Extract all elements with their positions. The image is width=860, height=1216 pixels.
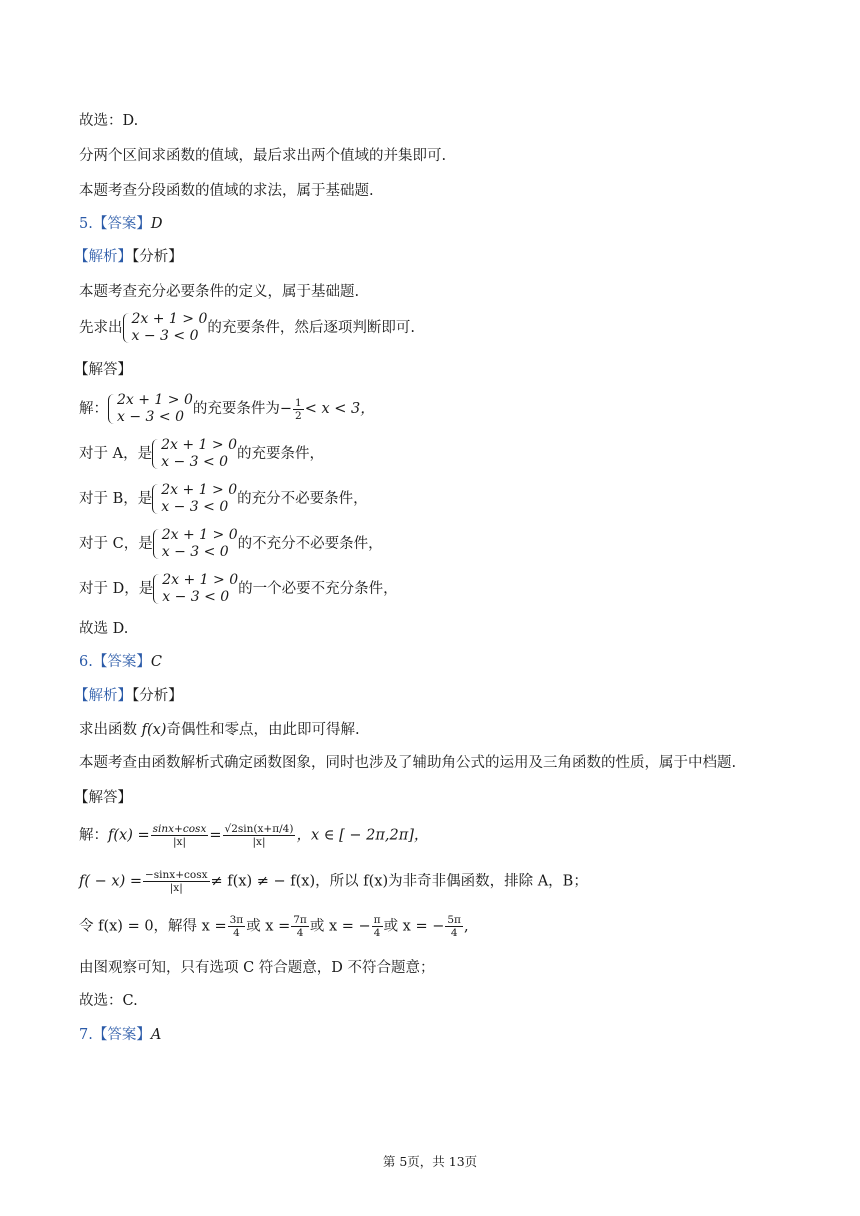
- q5-analysis-line-1: 本题考查充分必要条件的定义，属于基础题.: [79, 284, 360, 300]
- q6-s3-or2: 或 x = −: [309, 918, 371, 935]
- q5-answer-heading: [79, 214, 162, 234]
- q6-solution-heading: 【解答】: [74, 790, 132, 806]
- q5-opt-b-pre: 对于 B，是: [79, 491, 153, 507]
- q6-s1-pre: 解：: [79, 827, 108, 844]
- q5-opt-a-post: 的充要条件，: [236, 446, 324, 462]
- page-footer: 第 5页，共 13页: [382, 1154, 478, 1169]
- q6-s3-or1: 或 x =: [246, 918, 291, 935]
- half-fraction: $\frac{1}{2}$: [295, 396, 302, 422]
- q6-analysis-line-1: [79, 720, 360, 740]
- q5-opt-a-pre: 对于 A，是: [79, 446, 153, 462]
- q6-a1-post: 奇偶性和零点，由此即可得解.: [166, 722, 360, 738]
- q6-frac-3: $\frac{-\sin x+\cos x}{|x|}$: [144, 869, 208, 894]
- q6-answer-value: C: [150, 654, 162, 670]
- q5-fenxi-tag: 【分析】: [132, 249, 183, 265]
- q5-number: 5.: [79, 216, 93, 232]
- inequality-system: 2x + 1 > 0 x − 3 < 0: [152, 482, 237, 516]
- q6-frac-pi4: $\frac{\pi}{4}$: [373, 914, 381, 939]
- q6-frac-5pi4: $\frac{5\pi}{4}$: [447, 914, 461, 939]
- q5-answer-tag: 【答案】: [92, 216, 151, 232]
- q7-answer-value: A: [150, 1027, 162, 1043]
- q6-s1-fx: f(x) =: [108, 827, 150, 844]
- q6-s2-pre: f( − x) =: [79, 873, 142, 890]
- q5-analysis-heading: [74, 247, 183, 267]
- q6-frac-2: $\frac{√2\sin(x+\pi/4)}{|x|}$: [224, 823, 294, 848]
- q5-option-a: [79, 437, 324, 471]
- q5-a2-pre: 先求出: [79, 320, 123, 336]
- q5-option-c: [79, 527, 383, 561]
- q5-option-d: [79, 572, 398, 606]
- line-two-intervals: 分两个区间求函数的值域，最后求出两个值域的并集即可.: [79, 148, 447, 164]
- q5-s1-mid: 的充要条件为: [192, 401, 280, 417]
- q6-s3-pre: 令 f(x) = 0，解得 x =: [79, 918, 227, 935]
- q6-frac-3pi4: $\frac{3\pi}{4}$: [229, 914, 244, 939]
- q6-frac-7pi4: $\frac{7\pi}{4}$: [293, 914, 307, 939]
- q5-solution-line-1: [79, 392, 375, 426]
- q7-answer-heading: [79, 1025, 161, 1045]
- inequality-system: 2x + 1 > 0 x − 3 < 0: [108, 392, 193, 426]
- q6-s3-or3: 或 x = −: [383, 918, 445, 935]
- q5-jiexi-tag: 【解析】: [74, 249, 132, 265]
- q6-solution-line-1: [79, 823, 428, 848]
- q5-opt-c-post: 的不充分不必要条件，: [237, 536, 383, 552]
- q6-answer-heading: [79, 652, 162, 672]
- q6-solution-line-2: [79, 869, 588, 894]
- q6-analysis-line-2: 本题考查由函数解析式确定函数图象，同时也涉及了辅助角公式的运用及三角函数的性质，属于中档题.: [79, 755, 737, 771]
- q5-answer-value: D: [150, 216, 163, 232]
- inequality-system: 2x + 1 > 0 x − 3 < 0: [153, 572, 238, 606]
- q5-opt-b-post: 的充分不必要条件，: [237, 491, 368, 507]
- q6-analysis-heading: [74, 686, 183, 706]
- q5-a2-post: 的充要条件，然后逐项判断即可.: [207, 320, 415, 336]
- q6-s3-end: ,: [463, 918, 469, 935]
- q5-analysis-line-2: [79, 311, 415, 345]
- q6-a1-pre: 求出函数: [79, 722, 142, 738]
- q6-frac-1: $\frac{\sin x+\cos x}{|x|}$: [152, 823, 207, 848]
- q6-solution-line-4: 由图观察可知，只有选项 C 符合题意，D 不符合题意；: [79, 960, 435, 976]
- q5-option-b: [79, 482, 368, 516]
- line-choose-d-1: 故选：D.: [79, 113, 139, 129]
- q5-s1-pre: 解：: [79, 401, 108, 417]
- q5-s1-minus: −: [279, 401, 293, 417]
- q6-solution-line-3: [79, 914, 469, 939]
- q5-choose-d: 故选 D.: [79, 621, 129, 637]
- q5-opt-d-post: 的一个必要不充分条件，: [238, 581, 398, 597]
- inequality-system: 2x + 1 > 0 x − 3 < 0: [123, 311, 208, 345]
- q5-opt-d-pre: 对于 D，是: [79, 581, 154, 597]
- q5-s1-ineq: < x < 3，: [304, 401, 375, 417]
- q7-number: 7.: [79, 1027, 93, 1043]
- line-piecewise-range: 本题考查分段函数的值域的求法，属于基础题.: [79, 183, 374, 199]
- q6-s1-domain: ，x ∈ [ − 2π,2π]，: [296, 827, 429, 844]
- inequality-system: 2x + 1 > 0 x − 3 < 0: [153, 527, 238, 561]
- q6-s1-eq: =: [209, 827, 222, 844]
- q6-s2-post: ≠ f(x) ≠ − f(x)，所以 f(x)为非奇非偶函数，排除 A，B；: [210, 873, 588, 890]
- q6-a1-fx: f(x): [141, 722, 167, 738]
- q6-fenxi-tag: 【分析】: [132, 688, 183, 704]
- q6-jiexi-tag: 【解析】: [74, 688, 132, 704]
- q6-number: 6.: [79, 654, 93, 670]
- q5-opt-c-pre: 对于 C，是: [79, 536, 153, 552]
- q7-answer-tag: 【答案】: [92, 1027, 151, 1043]
- q6-answer-tag: 【答案】: [92, 654, 151, 670]
- inequality-system: 2x + 1 > 0 x − 3 < 0: [152, 437, 237, 471]
- q5-solution-heading: 【解答】: [74, 362, 132, 378]
- q6-choose-c: 故选：C.: [79, 993, 138, 1009]
